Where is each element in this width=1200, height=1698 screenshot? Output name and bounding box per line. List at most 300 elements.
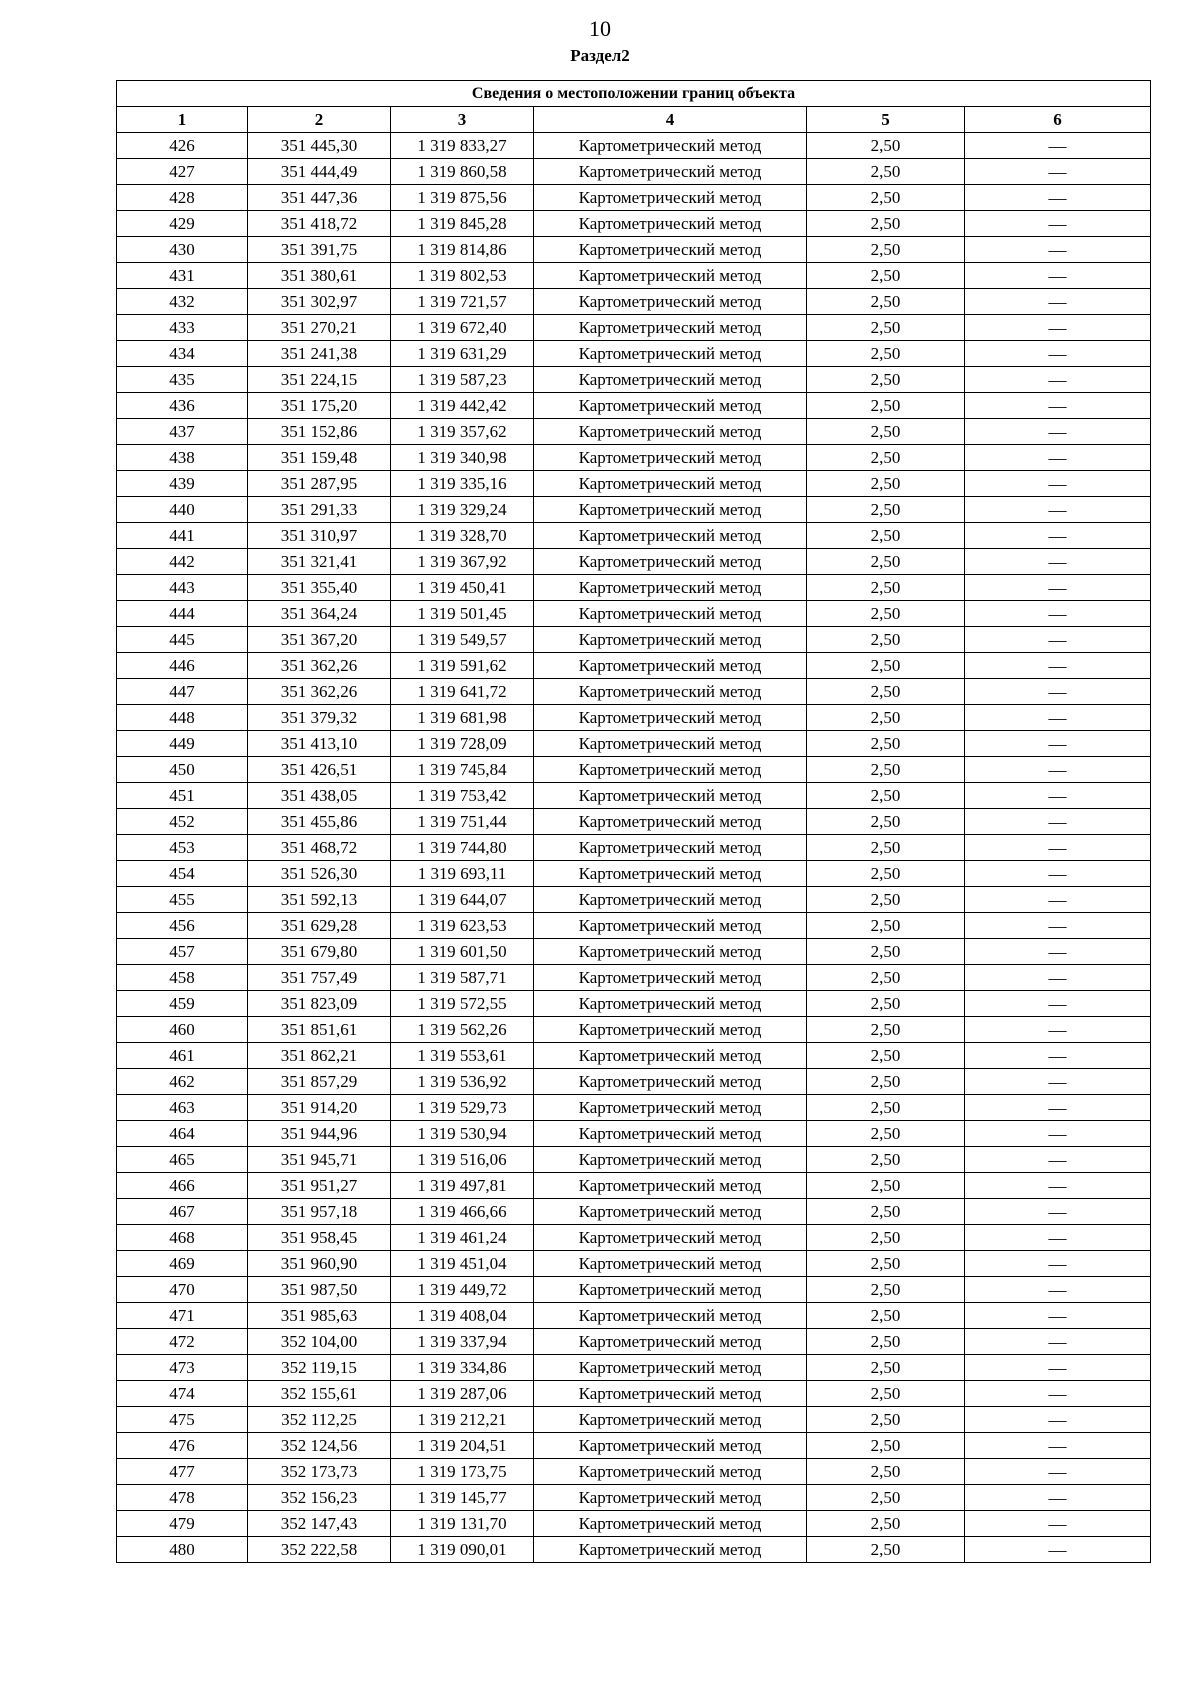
accuracy-cell: 2,50 [807,419,965,445]
description-cell: — [965,653,1151,679]
table-caption: Сведения о местоположении границ объекта [117,81,1151,107]
description-cell: — [965,1121,1151,1147]
description-cell: — [965,809,1151,835]
x-coordinate-cell: 352 124,56 [248,1433,391,1459]
x-coordinate-cell: 351 945,71 [248,1147,391,1173]
point-number-cell: 477 [117,1459,248,1485]
table-caption-row [117,81,1151,107]
x-coordinate-cell: 351 310,97 [248,523,391,549]
accuracy-cell: 2,50 [807,133,965,159]
table-head [117,81,1151,133]
point-number-cell: 462 [117,1069,248,1095]
accuracy-cell: 2,50 [807,1043,965,1069]
description-cell: — [965,965,1151,991]
y-coordinate-cell: 1 319 466,66 [391,1199,534,1225]
table-row [117,1537,1151,1563]
method-cell: Картометрический метод [534,861,807,887]
y-coordinate-cell: 1 319 090,01 [391,1537,534,1563]
method-cell: Картометрический метод [534,393,807,419]
y-coordinate-cell: 1 319 833,27 [391,133,534,159]
description-cell: — [965,679,1151,705]
x-coordinate-cell: 351 413,10 [248,731,391,757]
point-number-cell: 436 [117,393,248,419]
description-cell: — [965,523,1151,549]
accuracy-cell: 2,50 [807,471,965,497]
method-cell: Картометрический метод [534,601,807,627]
boundary-coordinates-table [116,80,1151,1563]
method-cell: Картометрический метод [534,367,807,393]
method-cell: Картометрический метод [534,263,807,289]
description-cell: — [965,497,1151,523]
accuracy-cell: 2,50 [807,523,965,549]
accuracy-cell: 2,50 [807,1459,965,1485]
description-cell: — [965,1095,1151,1121]
accuracy-cell: 2,50 [807,861,965,887]
y-coordinate-cell: 1 319 530,94 [391,1121,534,1147]
point-number-cell: 463 [117,1095,248,1121]
description-cell: — [965,289,1151,315]
point-number-cell: 442 [117,549,248,575]
method-cell: Картометрический метод [534,1537,807,1563]
method-cell: Картометрический метод [534,471,807,497]
point-number-cell: 428 [117,185,248,211]
method-cell: Картометрический метод [534,1303,807,1329]
description-cell: — [965,1225,1151,1251]
y-coordinate-cell: 1 319 408,04 [391,1303,534,1329]
x-coordinate-cell: 351 823,09 [248,991,391,1017]
x-coordinate-cell: 352 112,25 [248,1407,391,1433]
point-number-cell: 466 [117,1173,248,1199]
method-cell: Картометрический метод [534,1121,807,1147]
y-coordinate-cell: 1 319 549,57 [391,627,534,653]
table-row [117,757,1151,783]
point-number-cell: 469 [117,1251,248,1277]
x-coordinate-cell: 351 757,49 [248,965,391,991]
y-coordinate-cell: 1 319 335,16 [391,471,534,497]
point-number-cell: 471 [117,1303,248,1329]
accuracy-cell: 2,50 [807,1199,965,1225]
y-coordinate-cell: 1 319 587,71 [391,965,534,991]
table-row [117,1407,1151,1433]
table-row [117,913,1151,939]
table-row [117,1069,1151,1095]
x-coordinate-cell: 351 447,36 [248,185,391,211]
x-coordinate-cell: 351 270,21 [248,315,391,341]
accuracy-cell: 2,50 [807,1095,965,1121]
y-coordinate-cell: 1 319 587,23 [391,367,534,393]
point-number-cell: 478 [117,1485,248,1511]
table-row [117,601,1151,627]
y-coordinate-cell: 1 319 751,44 [391,809,534,835]
method-cell: Картометрический метод [534,679,807,705]
point-number-cell: 435 [117,367,248,393]
x-coordinate-cell: 351 592,13 [248,887,391,913]
y-coordinate-cell: 1 319 721,57 [391,289,534,315]
description-cell: — [965,1017,1151,1043]
description-cell: — [965,211,1151,237]
table-row [117,1173,1151,1199]
accuracy-cell: 2,50 [807,783,965,809]
method-cell: Картометрический метод [534,133,807,159]
method-cell: Картометрический метод [534,237,807,263]
point-number-cell: 472 [117,1329,248,1355]
x-coordinate-cell: 351 302,97 [248,289,391,315]
x-coordinate-cell: 351 985,63 [248,1303,391,1329]
accuracy-cell: 2,50 [807,1173,965,1199]
method-cell: Картометрический метод [534,1329,807,1355]
table-row [117,263,1151,289]
description-cell: — [965,783,1151,809]
y-coordinate-cell: 1 319 329,24 [391,497,534,523]
table-row [117,133,1151,159]
description-cell: — [965,939,1151,965]
x-coordinate-cell: 351 468,72 [248,835,391,861]
table-row [117,1121,1151,1147]
x-coordinate-cell: 351 445,30 [248,133,391,159]
table-row [117,1017,1151,1043]
table-row [117,419,1151,445]
table-row [117,653,1151,679]
table-row [117,341,1151,367]
method-cell: Картометрический метод [534,939,807,965]
method-cell: Картометрический метод [534,1017,807,1043]
accuracy-cell: 2,50 [807,1303,965,1329]
table-row [117,1147,1151,1173]
accuracy-cell: 2,50 [807,1329,965,1355]
x-coordinate-cell: 351 958,45 [248,1225,391,1251]
accuracy-cell: 2,50 [807,679,965,705]
x-coordinate-cell: 351 391,75 [248,237,391,263]
column-header: 2 [248,107,391,133]
description-cell: — [965,1485,1151,1511]
x-coordinate-cell: 351 362,26 [248,653,391,679]
column-header: 6 [965,107,1151,133]
point-number-cell: 457 [117,939,248,965]
y-coordinate-cell: 1 319 442,42 [391,393,534,419]
method-cell: Картометрический метод [534,211,807,237]
method-cell: Картометрический метод [534,887,807,913]
x-coordinate-cell: 351 957,18 [248,1199,391,1225]
description-cell: — [965,913,1151,939]
table-row [117,705,1151,731]
accuracy-cell: 2,50 [807,705,965,731]
point-number-cell: 480 [117,1537,248,1563]
method-cell: Картометрический метод [534,1277,807,1303]
x-coordinate-cell: 351 426,51 [248,757,391,783]
method-cell: Картометрический метод [534,1147,807,1173]
point-number-cell: 468 [117,1225,248,1251]
method-cell: Картометрический метод [534,1069,807,1095]
description-cell: — [965,861,1151,887]
method-cell: Картометрический метод [534,809,807,835]
accuracy-cell: 2,50 [807,445,965,471]
method-cell: Картометрический метод [534,731,807,757]
accuracy-cell: 2,50 [807,393,965,419]
description-cell: — [965,1199,1151,1225]
description-cell: — [965,133,1151,159]
x-coordinate-cell: 351 629,28 [248,913,391,939]
method-cell: Картометрический метод [534,705,807,731]
point-number-cell: 443 [117,575,248,601]
table-row [117,497,1151,523]
x-coordinate-cell: 351 367,20 [248,627,391,653]
table-row [117,1043,1151,1069]
x-coordinate-cell: 351 321,41 [248,549,391,575]
y-coordinate-cell: 1 319 672,40 [391,315,534,341]
table-row [117,1355,1151,1381]
table-row [117,1303,1151,1329]
point-number-cell: 467 [117,1199,248,1225]
description-cell: — [965,1251,1151,1277]
table-row [117,1433,1151,1459]
x-coordinate-cell: 351 679,80 [248,939,391,965]
method-cell: Картометрический метод [534,1355,807,1381]
y-coordinate-cell: 1 319 802,53 [391,263,534,289]
description-cell: — [965,1277,1151,1303]
y-coordinate-cell: 1 319 497,81 [391,1173,534,1199]
description-cell: — [965,731,1151,757]
description-cell: — [965,1459,1151,1485]
description-cell: — [965,549,1151,575]
column-header: 5 [807,107,965,133]
accuracy-cell: 2,50 [807,1511,965,1537]
table-row [117,393,1151,419]
y-coordinate-cell: 1 319 367,92 [391,549,534,575]
description-cell: — [965,419,1151,445]
table-body [117,133,1151,1563]
accuracy-cell: 2,50 [807,965,965,991]
y-coordinate-cell: 1 319 814,86 [391,237,534,263]
point-number-cell: 473 [117,1355,248,1381]
table-row [117,237,1151,263]
accuracy-cell: 2,50 [807,497,965,523]
point-number-cell: 445 [117,627,248,653]
table-row [117,549,1151,575]
x-coordinate-cell: 352 104,00 [248,1329,391,1355]
table-row [117,575,1151,601]
method-cell: Картометрический метод [534,991,807,1017]
table-row [117,809,1151,835]
x-coordinate-cell: 351 175,20 [248,393,391,419]
method-cell: Картометрический метод [534,289,807,315]
method-cell: Картометрический метод [534,549,807,575]
description-cell: — [965,835,1151,861]
y-coordinate-cell: 1 319 451,04 [391,1251,534,1277]
description-cell: — [965,1329,1151,1355]
accuracy-cell: 2,50 [807,991,965,1017]
accuracy-cell: 2,50 [807,913,965,939]
table-row [117,965,1151,991]
table-row [117,1511,1151,1537]
x-coordinate-cell: 351 444,49 [248,159,391,185]
x-coordinate-cell: 351 438,05 [248,783,391,809]
point-number-cell: 431 [117,263,248,289]
accuracy-cell: 2,50 [807,835,965,861]
point-number-cell: 426 [117,133,248,159]
description-cell: — [965,185,1151,211]
method-cell: Картометрический метод [534,575,807,601]
table-row [117,523,1151,549]
y-coordinate-cell: 1 319 287,06 [391,1381,534,1407]
point-number-cell: 427 [117,159,248,185]
table-row [117,211,1151,237]
x-coordinate-cell: 351 851,61 [248,1017,391,1043]
method-cell: Картометрический метод [534,1251,807,1277]
description-cell: — [965,445,1151,471]
table-row [117,159,1151,185]
accuracy-cell: 2,50 [807,887,965,913]
method-cell: Картометрический метод [534,835,807,861]
point-number-cell: 461 [117,1043,248,1069]
accuracy-cell: 2,50 [807,263,965,289]
accuracy-cell: 2,50 [807,939,965,965]
x-coordinate-cell: 351 960,90 [248,1251,391,1277]
y-coordinate-cell: 1 319 753,42 [391,783,534,809]
x-coordinate-cell: 351 362,26 [248,679,391,705]
method-cell: Картометрический метод [534,1433,807,1459]
method-cell: Картометрический метод [534,315,807,341]
y-coordinate-cell: 1 319 623,53 [391,913,534,939]
table-row [117,367,1151,393]
table-row [117,185,1151,211]
point-number-cell: 432 [117,289,248,315]
x-coordinate-cell: 352 173,73 [248,1459,391,1485]
description-cell: — [965,601,1151,627]
description-cell: — [965,575,1151,601]
y-coordinate-cell: 1 319 529,73 [391,1095,534,1121]
y-coordinate-cell: 1 319 337,94 [391,1329,534,1355]
accuracy-cell: 2,50 [807,627,965,653]
description-cell: — [965,1381,1151,1407]
table-row [117,289,1151,315]
y-coordinate-cell: 1 319 591,62 [391,653,534,679]
x-coordinate-cell: 351 418,72 [248,211,391,237]
y-coordinate-cell: 1 319 553,61 [391,1043,534,1069]
point-number-cell: 479 [117,1511,248,1537]
description-cell: — [965,1069,1151,1095]
y-coordinate-cell: 1 319 744,80 [391,835,534,861]
point-number-cell: 456 [117,913,248,939]
x-coordinate-cell: 351 914,20 [248,1095,391,1121]
point-number-cell: 446 [117,653,248,679]
accuracy-cell: 2,50 [807,653,965,679]
description-cell: — [965,887,1151,913]
y-coordinate-cell: 1 319 728,09 [391,731,534,757]
description-cell: — [965,393,1151,419]
method-cell: Картометрический метод [534,653,807,679]
method-cell: Картометрический метод [534,445,807,471]
accuracy-cell: 2,50 [807,315,965,341]
y-coordinate-cell: 1 319 461,24 [391,1225,534,1251]
y-coordinate-cell: 1 319 681,98 [391,705,534,731]
point-number-cell: 438 [117,445,248,471]
table-row [117,1485,1151,1511]
y-coordinate-cell: 1 319 562,26 [391,1017,534,1043]
point-number-cell: 439 [117,471,248,497]
x-coordinate-cell: 351 287,95 [248,471,391,497]
method-cell: Картометрический метод [534,757,807,783]
column-header: 3 [391,107,534,133]
table-row [117,1251,1151,1277]
point-number-cell: 453 [117,835,248,861]
description-cell: — [965,1355,1151,1381]
description-cell: — [965,1303,1151,1329]
point-number-cell: 459 [117,991,248,1017]
y-coordinate-cell: 1 319 631,29 [391,341,534,367]
point-number-cell: 434 [117,341,248,367]
page-number: 10 [589,16,611,41]
method-cell: Картометрический метод [534,523,807,549]
x-coordinate-cell: 351 364,24 [248,601,391,627]
accuracy-cell: 2,50 [807,211,965,237]
description-cell: — [965,991,1151,1017]
table-row [117,471,1151,497]
section-title: Раздел2 [570,46,630,65]
table-row [117,991,1151,1017]
method-cell: Картометрический метод [534,497,807,523]
method-cell: Картометрический метод [534,1173,807,1199]
y-coordinate-cell: 1 319 875,56 [391,185,534,211]
y-coordinate-cell: 1 319 449,72 [391,1277,534,1303]
accuracy-cell: 2,50 [807,1147,965,1173]
description-cell: — [965,237,1151,263]
y-coordinate-cell: 1 319 340,98 [391,445,534,471]
point-number-cell: 452 [117,809,248,835]
y-coordinate-cell: 1 319 745,84 [391,757,534,783]
table-row [117,861,1151,887]
description-cell: — [965,757,1151,783]
point-number-cell: 449 [117,731,248,757]
x-coordinate-cell: 351 241,38 [248,341,391,367]
accuracy-cell: 2,50 [807,1407,965,1433]
table-row [117,783,1151,809]
point-number-cell: 450 [117,757,248,783]
column-number-row [117,107,1151,133]
point-number-cell: 476 [117,1433,248,1459]
accuracy-cell: 2,50 [807,341,965,367]
y-coordinate-cell: 1 319 536,92 [391,1069,534,1095]
method-cell: Картометрический метод [534,1511,807,1537]
accuracy-cell: 2,50 [807,1017,965,1043]
method-cell: Картометрический метод [534,965,807,991]
y-coordinate-cell: 1 319 328,70 [391,523,534,549]
accuracy-cell: 2,50 [807,731,965,757]
point-number-cell: 464 [117,1121,248,1147]
accuracy-cell: 2,50 [807,185,965,211]
method-cell: Картометрический метод [534,1485,807,1511]
accuracy-cell: 2,50 [807,1277,965,1303]
description-cell: — [965,1537,1151,1563]
table-row [117,1329,1151,1355]
description-cell: — [965,263,1151,289]
accuracy-cell: 2,50 [807,757,965,783]
table-row [117,1277,1151,1303]
point-number-cell: 444 [117,601,248,627]
point-number-cell: 430 [117,237,248,263]
point-number-cell: 447 [117,679,248,705]
description-cell: — [965,627,1151,653]
method-cell: Картометрический метод [534,913,807,939]
description-cell: — [965,159,1151,185]
table-row [117,1459,1151,1485]
point-number-cell: 433 [117,315,248,341]
method-cell: Картометрический метод [534,627,807,653]
x-coordinate-cell: 351 355,40 [248,575,391,601]
x-coordinate-cell: 351 380,61 [248,263,391,289]
accuracy-cell: 2,50 [807,1225,965,1251]
y-coordinate-cell: 1 319 450,41 [391,575,534,601]
method-cell: Картометрический метод [534,1225,807,1251]
